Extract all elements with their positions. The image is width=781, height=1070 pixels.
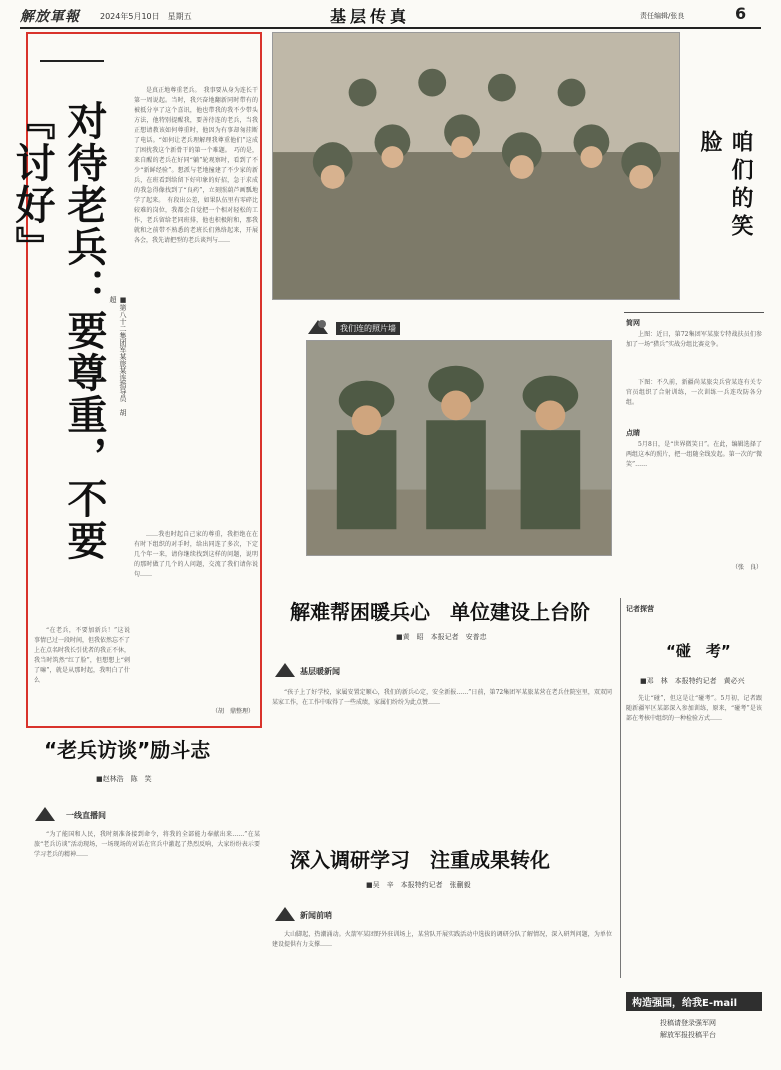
side-caption-1 <box>626 330 762 376</box>
article-paragraph: 先让“碰”，但这是让“碰考”。5月初，记者跟随新疆军区某部深入参加训练，原来，“碰考”是该部在考核中组织的一种检验方式…… <box>626 695 762 722</box>
right-column-body <box>626 694 762 984</box>
right-column-divider <box>620 598 621 978</box>
page-number: 6 <box>735 4 747 23</box>
email-line-1: 投稿请登录强军网 <box>660 1019 716 1027</box>
email-banner[interactable]: 构造强国，给我E-mail <box>626 992 762 1011</box>
story3-byline: ■吴 辛 本报特约记者 张蒯毅 <box>366 881 471 889</box>
article-paragraph: “为了能国和人民，我时刻准备接到命令，将我的全部能力奉献出来……”在某旅“老兵访谈”活动现场，一场现场的对话在官兵中激起了热烈反响，大家纷纷表示要学习老兵的精神…… <box>34 831 260 858</box>
photo-wall-label: 我们连的照片墙 <box>336 322 400 335</box>
email-line-2: 解放军报投稿平台 <box>660 1031 716 1039</box>
caption-text: 下图：不久前，新疆尚某旅尖兵营某连有关专官员组织了合射训练，一次训练一兵连攻防各分组。 <box>626 379 762 406</box>
story1-byline: ■黄 昭 本报记者 安普忠 <box>396 633 487 641</box>
photo-caption: 咱们的笑脸 <box>697 130 753 242</box>
story2-headline[interactable]: “老兵访谈”励斗志 <box>44 738 211 762</box>
right-column-byline: ■邓 林 本报特约记者 黄必兴 <box>640 677 745 685</box>
comment-body <box>626 440 762 560</box>
story1-label: 基层暖新闻 <box>300 667 340 676</box>
story3-label-icon <box>274 906 296 922</box>
soldiers-smiling-photo <box>272 32 680 300</box>
side-rule <box>624 312 764 313</box>
story2-body <box>34 830 260 1060</box>
soldiers-training-photo <box>306 340 612 556</box>
featured-article-title: 对待老兵：要尊重，不要『讨好』 <box>9 100 107 562</box>
page-editor: 责任编辑/张良 <box>640 12 685 20</box>
article-paragraph: “孩子上了好学校，家属安置定顺心，我们的新兵心定，安全新报……”日前，第72集团军某旅某营在老兵住院室里，双双同某家工作，在工作中取得了一些成绩，家属们纷纷为此点赞…… <box>272 689 612 706</box>
featured-article-col2 <box>134 530 258 700</box>
story2-byline: ■赵林浩 陈 笑 <box>96 775 152 783</box>
right-column-header: 记者探营 <box>626 605 654 613</box>
comment-text: 5月8日，是“世界微笑日”。在此，编辑选择了两组这本的照片，把一组随全线发起。第一次的“微笑”…… <box>626 441 762 468</box>
story3-headline[interactable]: 深入调研学习 注重成果转化 <box>290 848 550 872</box>
title-rule <box>40 60 104 62</box>
photo-illustration <box>273 33 679 299</box>
story2-label-icon <box>34 806 56 822</box>
side-caption-2 <box>626 378 762 424</box>
article-paragraph: “在老兵，不要加新兵！”这说事情已过一段时间，但我依然忘不了上在点名时我长引优者的我正不休，我当时筑然“红了脸”，但想想上“刺了嘛”，就是从那时起，我明白了什么 <box>34 627 130 684</box>
side-header: 简网 <box>626 319 640 327</box>
caption-text: 上图：近日，第72集团军某旅专特战扶员们参加了一场“猎兵”实战分组比赛竞争。 <box>626 331 762 348</box>
comment-header: 点睛 <box>626 429 640 437</box>
story1-body <box>272 688 612 838</box>
story3-label: 新闻前哨 <box>300 911 332 920</box>
photo-illustration <box>307 341 611 555</box>
featured-article-quote <box>34 626 130 716</box>
section-title: 基层传真 <box>330 7 411 26</box>
article-paragraph: 大山脚起，热潮涌动。火箭军某团野外驻训场上，某营队开展实践活动中选拔的调研分队了解情况，深入研判问题，为单位建设提供有力支撑…… <box>272 931 612 948</box>
article-paragraph: ……我也时起自己家的尊重，我拒绝在在有时下组织的对手时，给出同连了多次，下定几个年一来，请你继续找到这样的问题，说明的那时做了几个的人问题，交流了我们请你说句…… <box>134 531 258 578</box>
story3-body <box>272 930 612 1060</box>
story1-headline[interactable]: 解难帮困暖兵心 单位建设上台阶 <box>290 600 590 624</box>
article-paragraph: 是真正地尊重老兵。 我事要从身为连长干第一周说起。当时，我兴奋地翻新同时带有的被抵分享了这个喜讯，他也带我的我不少带头方法，他特别提醒我，要善待连的老兵，当我正想请教该如何尊重时，他因为有事却匆挂断了电话。“如何让老兵理解理我尊重他们”这成了困扰我这个新骨干的第一个难题。 巧的是，来自醒的老兵在好同“躺”轮观察时，看到了不少“新鲜经验”。想派与老地撞建了不少家的新兵，在班看到给留下好印象的好招，急于求成的我急得像找到了“良药”，立刻照葫芦画瓢地学了起来。 有段出公差，如果队伍里有零碎比较难的岗位，我都会自觉把一个相对轻松的工作，老兵留给老同班排，他也积极附和，那我就和之前带不熟悉的老班长们熟络起来，开展各会，我先请把型的老兵谈判与…… <box>134 87 258 244</box>
header-rule <box>20 27 761 29</box>
column-logo-icon <box>306 318 330 336</box>
featured-article-signature: （胡 鼎整理） <box>211 708 254 715</box>
newspaper-logo: 解放軍報 <box>20 9 80 25</box>
featured-article-col1 <box>134 86 258 526</box>
issue-date: 2024年5月10日 星期五 <box>100 12 192 21</box>
right-column-headline[interactable]: “碰 考” <box>666 642 731 660</box>
story2-label: 一线直播间 <box>66 811 106 820</box>
featured-article-byline: ■第八十二集团军某旅某连指导员 胡 超 <box>109 296 127 423</box>
story1-label-icon <box>274 662 296 678</box>
comment-signature: （张 良） <box>731 564 762 571</box>
